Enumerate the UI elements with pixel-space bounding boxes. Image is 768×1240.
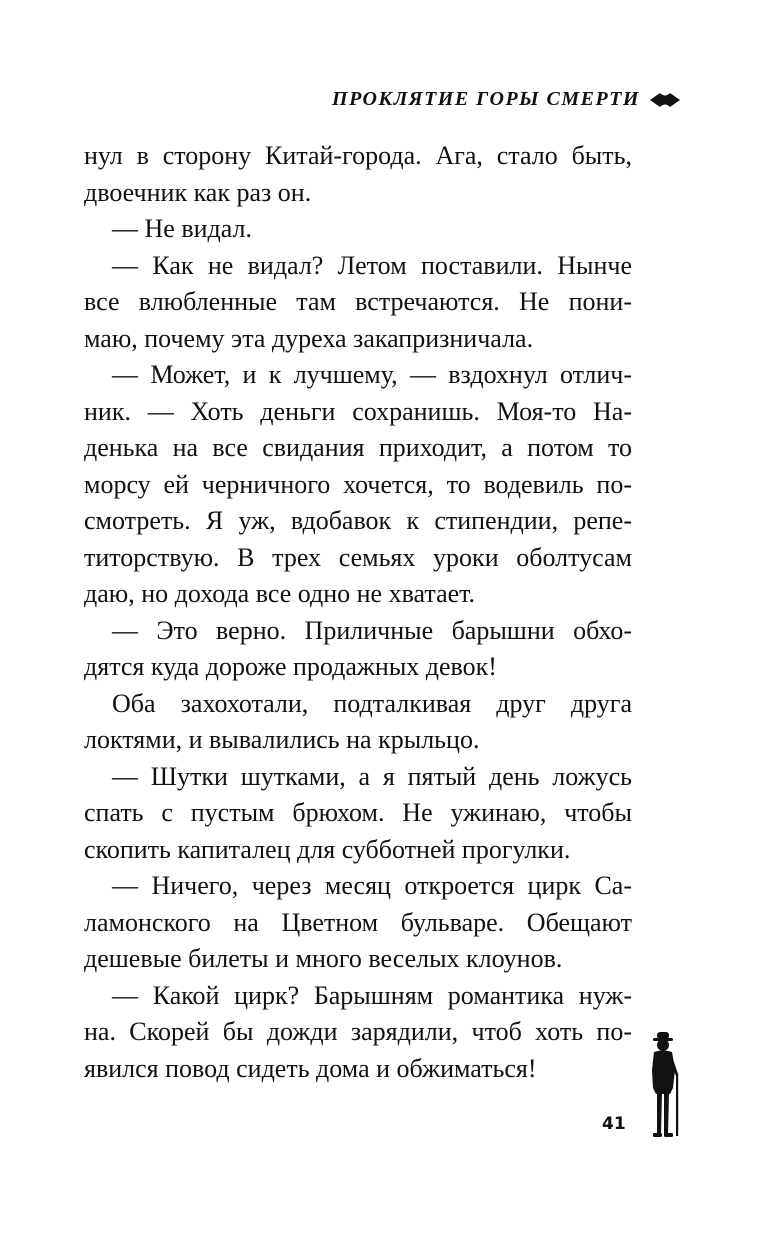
- text-line: — Не видал.: [112, 214, 252, 243]
- text-line: смотреть. Я уж, вдобавок к стипендии, репе-: [84, 506, 632, 535]
- text-line: скопить капиталец для субботней прогулки.: [84, 834, 571, 864]
- page-number: 41: [602, 1114, 626, 1134]
- gentleman-silhouette-icon: [640, 1030, 688, 1140]
- text-line: — Какой цирк? Барышням романтика нуж-: [112, 980, 632, 1010]
- text-line: локтями, и вывалились на крыльцо.: [84, 725, 480, 754]
- text-line: нул в сторону Китай-города. Ага, стало быть,: [84, 141, 632, 170]
- text-line: маю, почему эта дуреха закапризничала.: [84, 323, 534, 353]
- text-line: — Может, и к лучшему, — вздохнул отлич-: [112, 360, 632, 389]
- text-line: — Шутки шутками, а я пятый день ложусь: [112, 761, 632, 791]
- text-line: — Это верно. Приличные барышни обхо-: [112, 615, 632, 645]
- text-line: Оба захохотали, подталкивая друг друга: [112, 688, 632, 718]
- text-line: ламонского на Цветном бульваре. Обещают: [84, 907, 632, 937]
- text-line: двоечник как раз он.: [84, 177, 312, 207]
- text-line: морсу ей черничного хочется, то водевиль по-: [84, 469, 632, 499]
- text-line: денька на все свидания приходит, а потом то: [84, 433, 632, 462]
- text-line: дятся куда дороже продажных девок!: [84, 652, 497, 681]
- text-line: ник. — Хоть деньги сохранишь. Моя-то На-: [84, 396, 632, 426]
- text-line: все влюбленные там встречаются. Не пони-: [84, 287, 632, 316]
- text-line: — Как не видал? Летом поставили. Нынче: [112, 250, 632, 280]
- text-line: даю, но дохода все одно не хватает.: [84, 579, 476, 608]
- running-title: ПРОКЛЯТИЕ ГОРЫ СМЕРТИ: [332, 88, 640, 110]
- text-line: спать с пустым брюхом. Не ужинаю, чтобы: [84, 798, 632, 827]
- diamond-ornament-icon: [650, 91, 680, 109]
- running-header: [332, 88, 680, 111]
- text-line: явился повод сидеть дома и обжиматься!: [84, 1053, 537, 1083]
- text-line: титорствую. В трех семьях уроки оболтусам: [84, 542, 632, 572]
- body-text: [84, 138, 632, 1087]
- text-line: на. Скорей бы дожди зарядили, чтоб хоть по-: [84, 1017, 632, 1046]
- text-line: дешевые билеты и много веселых клоунов.: [84, 944, 563, 973]
- text-line: — Ничего, через месяц откроется цирк Са-: [112, 871, 632, 900]
